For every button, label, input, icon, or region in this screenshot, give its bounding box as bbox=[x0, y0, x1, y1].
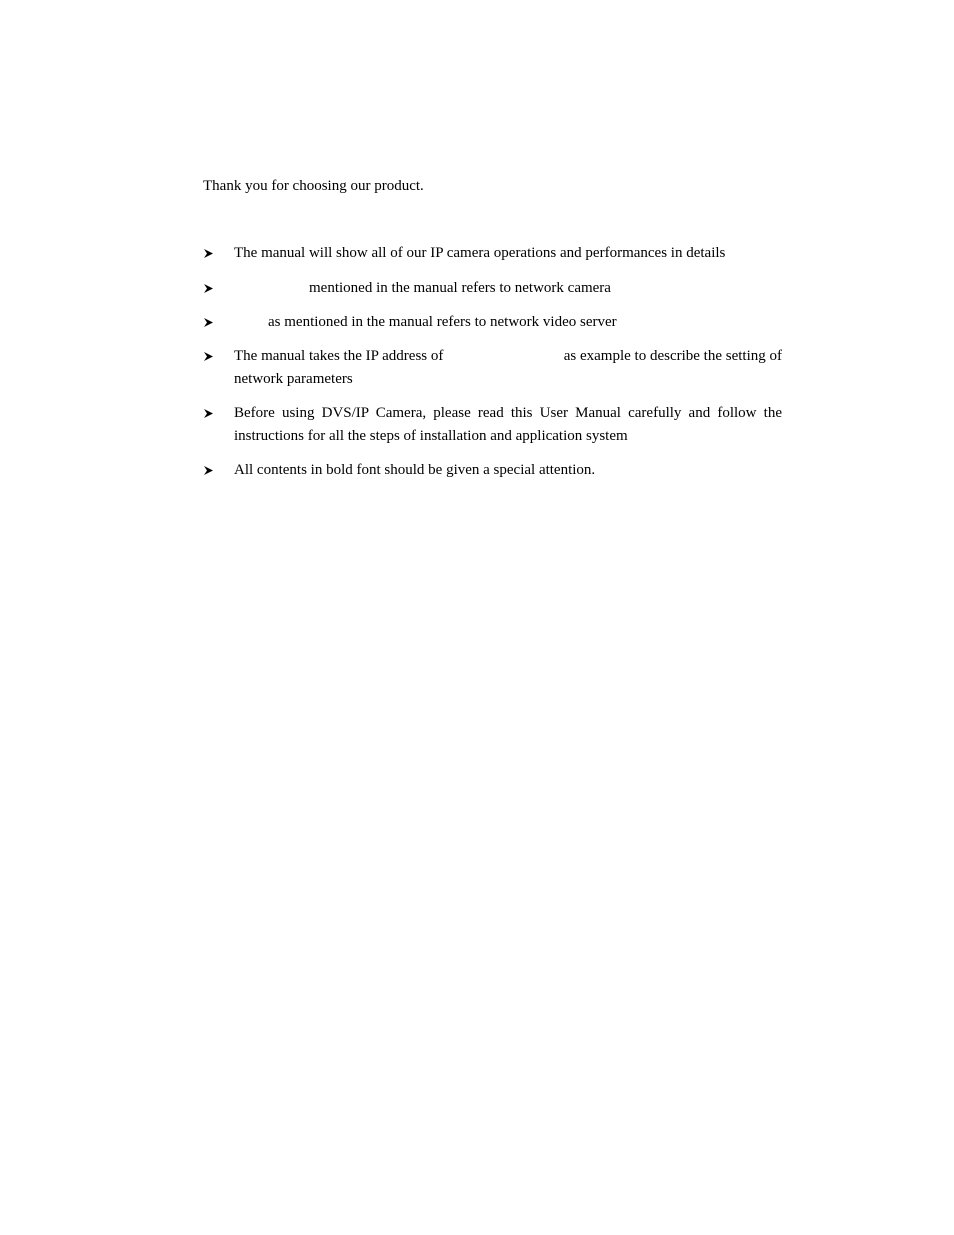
list-item-text bbox=[234, 345, 782, 391]
list-item-text-part: as example to describe the setting of bbox=[563, 348, 782, 364]
arrowhead-bullet-icon bbox=[203, 242, 217, 265]
list-item-text: mentioned in the manual refers to network camera bbox=[309, 280, 611, 296]
list-item-text: Before using DVS/IP Camera, please read this User Manual carefully and follow the instructions for all the steps of installation and application system bbox=[234, 405, 782, 444]
arrowhead-bullet-icon bbox=[203, 277, 217, 300]
intro-text: Thank you for choosing our product. bbox=[203, 178, 424, 194]
list-item bbox=[203, 345, 782, 391]
list-item bbox=[203, 242, 782, 265]
arrowhead-bullet-icon bbox=[203, 311, 217, 334]
arrowhead-bullet-icon bbox=[203, 402, 217, 425]
list-item-text: The manual will show all of our IP camera operations and performances in details bbox=[234, 245, 726, 261]
list-item bbox=[203, 277, 782, 300]
list-item-text-part: network parameters bbox=[234, 371, 353, 387]
list-item bbox=[203, 459, 782, 482]
arrowhead-bullet-icon bbox=[203, 345, 217, 368]
list-item-text: as mentioned in the manual refers to network video server bbox=[268, 314, 617, 330]
arrowhead-bullet-icon bbox=[203, 459, 217, 482]
list-item bbox=[203, 402, 782, 448]
list-item-text-part: The manual takes the IP address of bbox=[234, 348, 444, 364]
list-item-text: All contents in bold font should be given a special attention. bbox=[234, 462, 596, 478]
list-item bbox=[203, 311, 782, 334]
